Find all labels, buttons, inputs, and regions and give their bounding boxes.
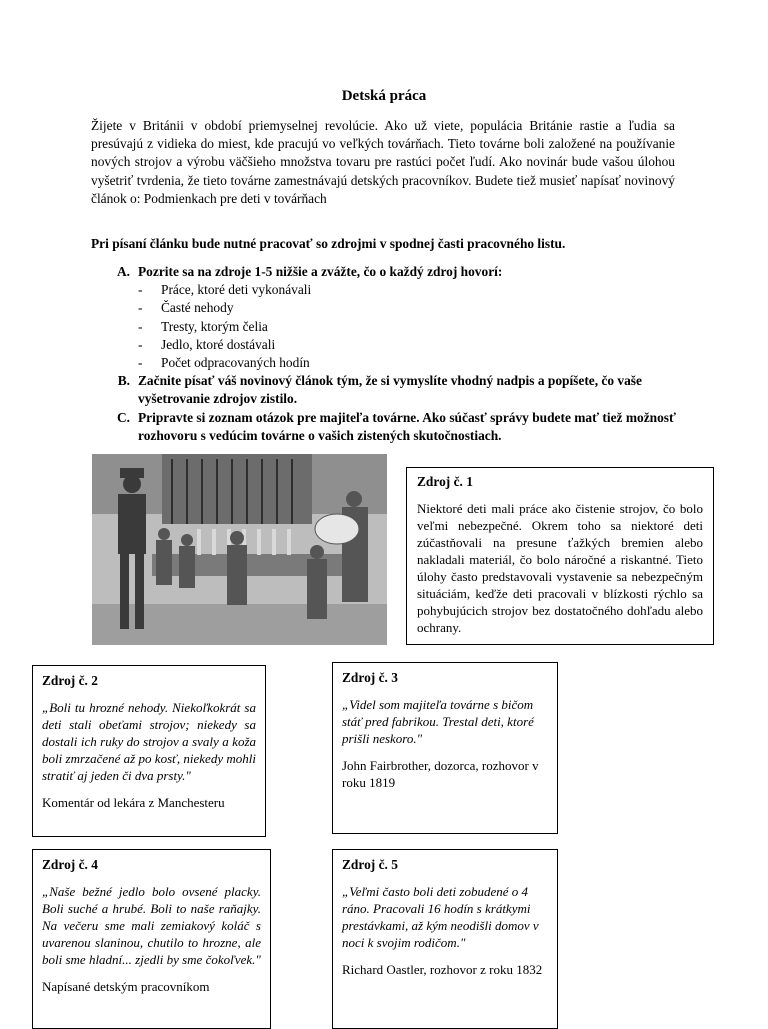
source-quote: „Boli tu hrozné nehody. Niekoľkokrát sa deti stali obeťami strojov; niekedy sa dostali ich ruky do strojov a svaly a koža boli zmrzačené až po kosť, niekedy mohli stratiť aj jeden či dva prsty." — [42, 700, 256, 783]
source-quote: „Naše bežné jedlo bolo ovsené placky. Boli suché a hrubé. Boli to naše raňajky. Na večeru sme mali zemiakový koláč s uvarenou slaninou, chutilo to hrozne, ale boli sme hladní... zjedli by sme čokoľvek." — [42, 884, 261, 967]
source-attribution: Komentár od lekára z Manchesteru — [42, 795, 225, 810]
list-item: - Jedlo, ktoré dostávali — [138, 336, 276, 352]
source-attribution: Richard Oastler, rozhovor z roku 1832 — [342, 962, 543, 977]
task-list — [91, 263, 691, 445]
instruction-text: Pri písaní článku bude nutné pracovať so zdrojmi v spodnej časti pracovného listu. — [91, 236, 566, 251]
list-item: - Práce, ktoré deti vykonávali — [138, 282, 312, 298]
page-title: Detská práca — [341, 88, 427, 104]
task-step-c — [91, 409, 691, 445]
step-text: Začnite písať váš novinový článok tým, že si vymyslíte vhodný nadpis a popíšete, čo vaše vyšetrovanie zdrojov zistilo. — [138, 373, 642, 407]
source-5-box — [332, 849, 558, 1029]
source-heading: Zdroj č. 2 — [42, 673, 98, 688]
list-item: - Časté nehody — [138, 300, 234, 316]
task-step-b — [91, 372, 691, 408]
source-4-box — [32, 849, 271, 1029]
source-heading: Zdroj č. 4 — [42, 857, 98, 872]
task-a-subitems — [91, 281, 691, 372]
source-attribution: Napísané detským pracovníkom — [42, 979, 210, 994]
source-quote: „Videl som majiteľa továrne s bičom stáť pred fabrikou. Trestal deti, ktoré prišli neskoro." — [342, 697, 534, 746]
source-quote: „Veľmi často boli deti zobudené o 4 ráno. Pracovali 16 hodín s krátkymi prestávkami, až kým neodišli domov v noci k svojim rodičom." — [342, 884, 539, 950]
task-step-a — [91, 263, 691, 281]
source-1-box — [406, 467, 714, 645]
step-letter: A. — [116, 264, 130, 279]
list-item: - Tresty, ktorým čelia — [138, 318, 268, 334]
source-heading: Zdroj č. 5 — [342, 857, 398, 872]
source-text: Niektoré deti mali práce ako čistenie strojov, čo bolo veľmi nebezpečné. Okrem toho sa niektoré deti zúčastňovali na presune ťažkých bremien alebo nakladali materiál, čo bolo náročné a riskantné. Tieto úlohy často predstavovali vystavenie sa nebezpečným situáciám, keďže deti pracovali v blízkosti rýchlo sa pohybujúcich strojov bez dostatočného dohľadu alebo ochrany. — [417, 501, 703, 635]
step-text: Pozrite sa na zdroje 1-5 nižšie a zvážte, čo o každý zdroj hovorí: — [138, 264, 503, 279]
step-letter: C. — [116, 409, 130, 425]
source-3-box — [332, 662, 558, 834]
step-letter: B. — [117, 373, 130, 389]
list-item: - Počet odpracovaných hodín — [138, 355, 310, 371]
intro-paragraph: Žijete v Británii v období priemyselnej revolúcie. Ako už viete, populácia Británie rastie a ľudia sa presúvajú z vidieka do miest, kde pracujú vo veľkých továrňach. Tieto továrne boli založené na používanie nových strojov a výrobu väčšieho množstva tovaru pre rastúci počet ľudí. Ako novinár bude vašou úlohou vyšetriť tvrdenia, že tieto továrne zamestnávajú detských pracovníkov. Budete tiež musieť napísať novinový článok o: Podmienkach pre deti v továrňach — [91, 118, 675, 206]
step-text: Pripravte si zoznam otázok pre majiteľa továrne. Ako súčasť správy budete mať tiež možnosť rozhovoru s vedúcim továrne o vašich zistených skutočnostiach. — [138, 409, 676, 443]
source-2-box — [32, 665, 266, 837]
source-heading: Zdroj č. 1 — [417, 474, 473, 489]
source-attribution: John Fairbrother, dozorca, rozhovor v roku 1819 — [342, 758, 539, 790]
source-heading: Zdroj č. 3 — [342, 670, 398, 685]
factory-engraving-image — [92, 454, 387, 645]
